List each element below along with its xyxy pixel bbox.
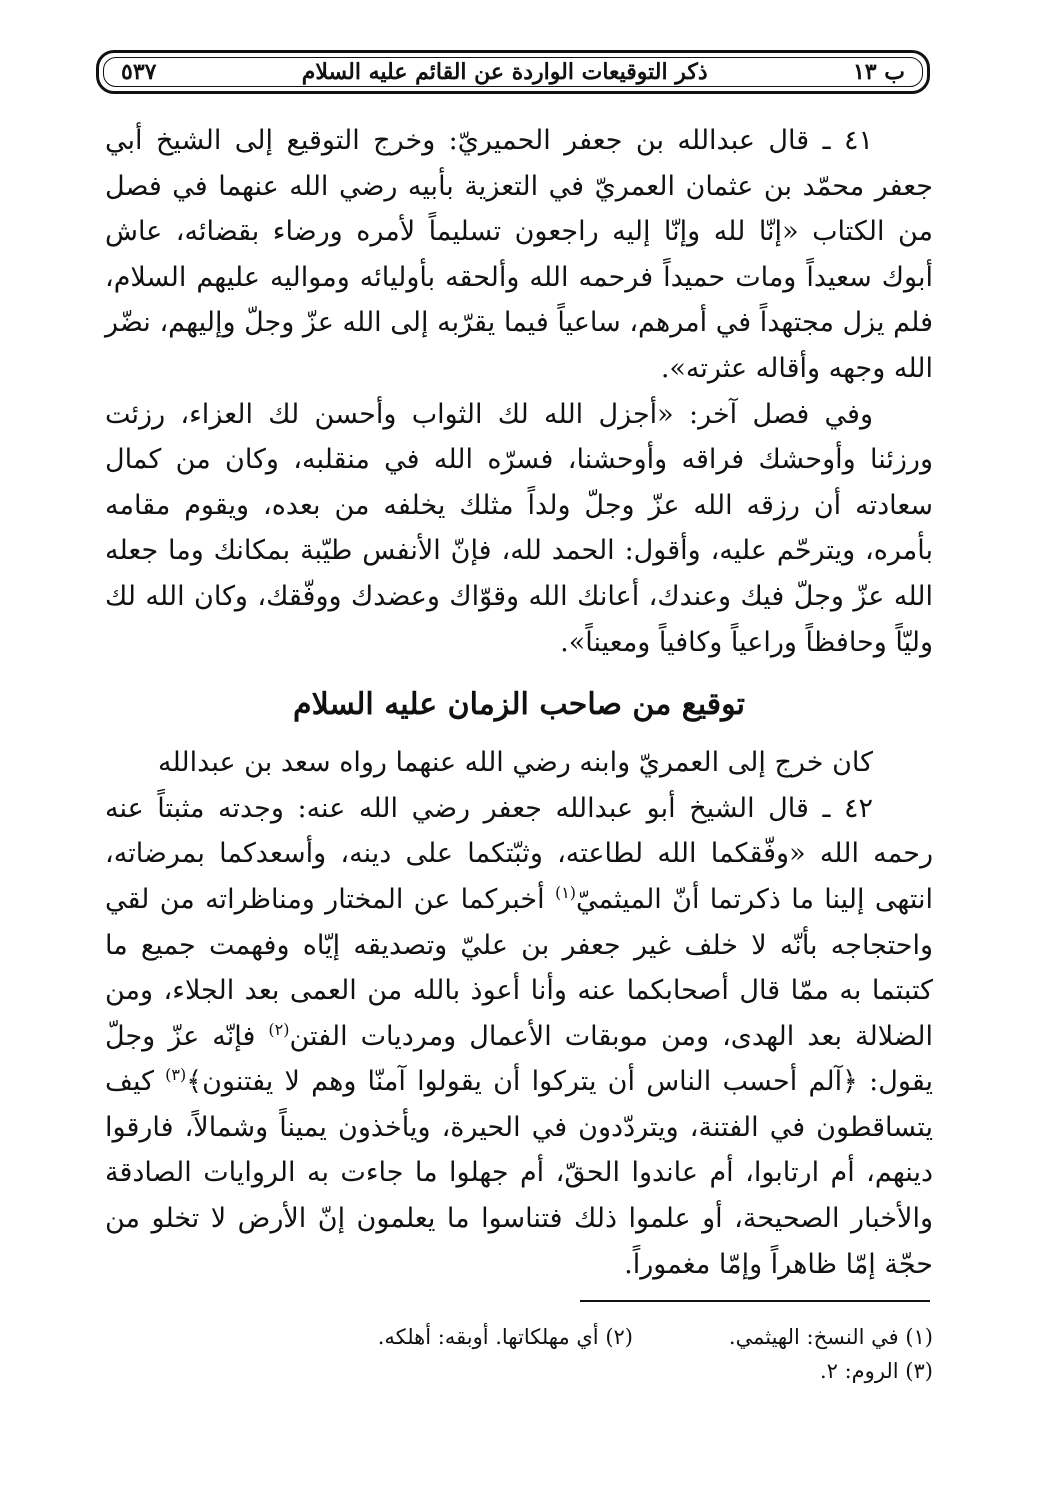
footnote-2: (٢) أي مهلكاتها. أوبقه: أهلكه.	[377, 1325, 633, 1349]
volume-label: ب ١٣	[852, 59, 905, 85]
page-number: ٥٣٧	[121, 59, 157, 85]
footnote-3: (٣) الروم: ٢.	[819, 1359, 933, 1383]
running-title: ذكر التوقيعات الواردة عن القائم عليه السلام	[301, 59, 708, 85]
footnote-ref-3: (٣)	[165, 1065, 187, 1085]
paragraph-another-section: وفي فصل آخر: «أجزل الله لك الثواب وأحسن لك العزاء، رزئت ورزئنا وأوحشك فراقه وأوحشنا، فسرّه الله في منقلبه، وكان من كمال سعادته أن رزقه الله عزّ وجلّ ولداً مثلك يخلفه من بعده، ويقوم مقامه بأمره، ويترحّم عليه، وأقول: الحمد لله، فإنّ الأنفس طيّبة بمكانك وما جعله الله عزّ وجلّ فيك وعندك، أعانك الله وقوّاك وعضدك ووفّقك، وكان الله لك وليّاً وحافظاً وراعياً وكافياً ومعيناً».	[105, 398, 933, 658]
paragraph-42-part-1: ٤٢ ـ قال الشيخ أبو عبدالله جعفر رضي الله عنه: وجدته مثبتاً عنه رحمه الله «وفّقكما الله لطاعته، وثبّتكما على دينه، وأسعدكما بمرضاته، انتهى إلينا ما ذكرتما أنّ الميثميّ	[105, 792, 933, 915]
footnote-divider	[580, 1300, 930, 1302]
paragraph-42	[105, 786, 933, 1288]
footnotes	[105, 1320, 933, 1388]
paragraph-intro: كان خرج إلى العمريّ وابنه رضي الله عنهما رواه سعد بن عبدالله	[158, 747, 873, 779]
paragraph-42-part-2: أخبركما عن المختار ومناظراته من لقي واحتجاجه بأنّه لا خلف غير جعفر بن عليّ وتصديقه إيّاه وفهمت جميع ما كتبتما به ممّا قال أصحابكما عنه وأنا أعوذ بالله من العمى بعد الجلاء، ومن الضلالة بعد الهدى، ومن موبقات الأعمال ومرديات الفتن	[105, 883, 933, 1052]
paragraph-42-part-4: كيف يتساقطون في الفتنة، ويتردّدون في الحيرة، ويأخذون يميناً وشمالاً، فارقوا دينهم، أم ارتابوا، أم عاندوا الحقّ، أم جهلوا ما جاءت به الروايات الصادقة والأخبار الصحيحة، أو علموا ذلك فتناسوا ما يعلمون إنّ الأرض لا تخلو من حجّة إمّا ظاهراً وإمّا مغموراً.	[105, 1066, 933, 1280]
page-header	[96, 50, 930, 94]
paragraph-42-part-3: فإنّه عزّ وجلّ يقول: ﴿آلم أحسب الناس أن يتركوا أن يقولوا آمنّا وهم لا يفتنون﴾	[105, 1020, 933, 1098]
paragraph-41: ٤١ ـ قال عبدالله بن جعفر الحميريّ: وخرج التوقيع إلى الشيخ أبي جعفر محمّد بن عثمان العمريّ في التعزية بأبيه رضي الله عنهما في فصل من الكتاب «إنّا لله وإنّا إليه راجعون تسليماً لأمره ورضاء بقضائه، عاش أبوك سعيداً ومات حميداً فرحمه الله وألحقه بأوليائه ومواليه عليهم السلام، فلم يزل مجتهداً في أمرهم، ساعياً فيما يقرّبه إلى الله عزّ وجلّ وإليهم، نضّر الله وجهه وأقاله عثرته».	[105, 125, 933, 384]
footnote-ref-2: (٢)	[268, 1019, 290, 1039]
footnote-ref-1: (١)	[554, 882, 577, 902]
section-heading: توقيع من صاحب الزمان عليه السلام	[293, 687, 745, 723]
footnote-1: (١) في النسخ: الهيثمي.	[728, 1325, 933, 1349]
main-text	[105, 118, 933, 1287]
